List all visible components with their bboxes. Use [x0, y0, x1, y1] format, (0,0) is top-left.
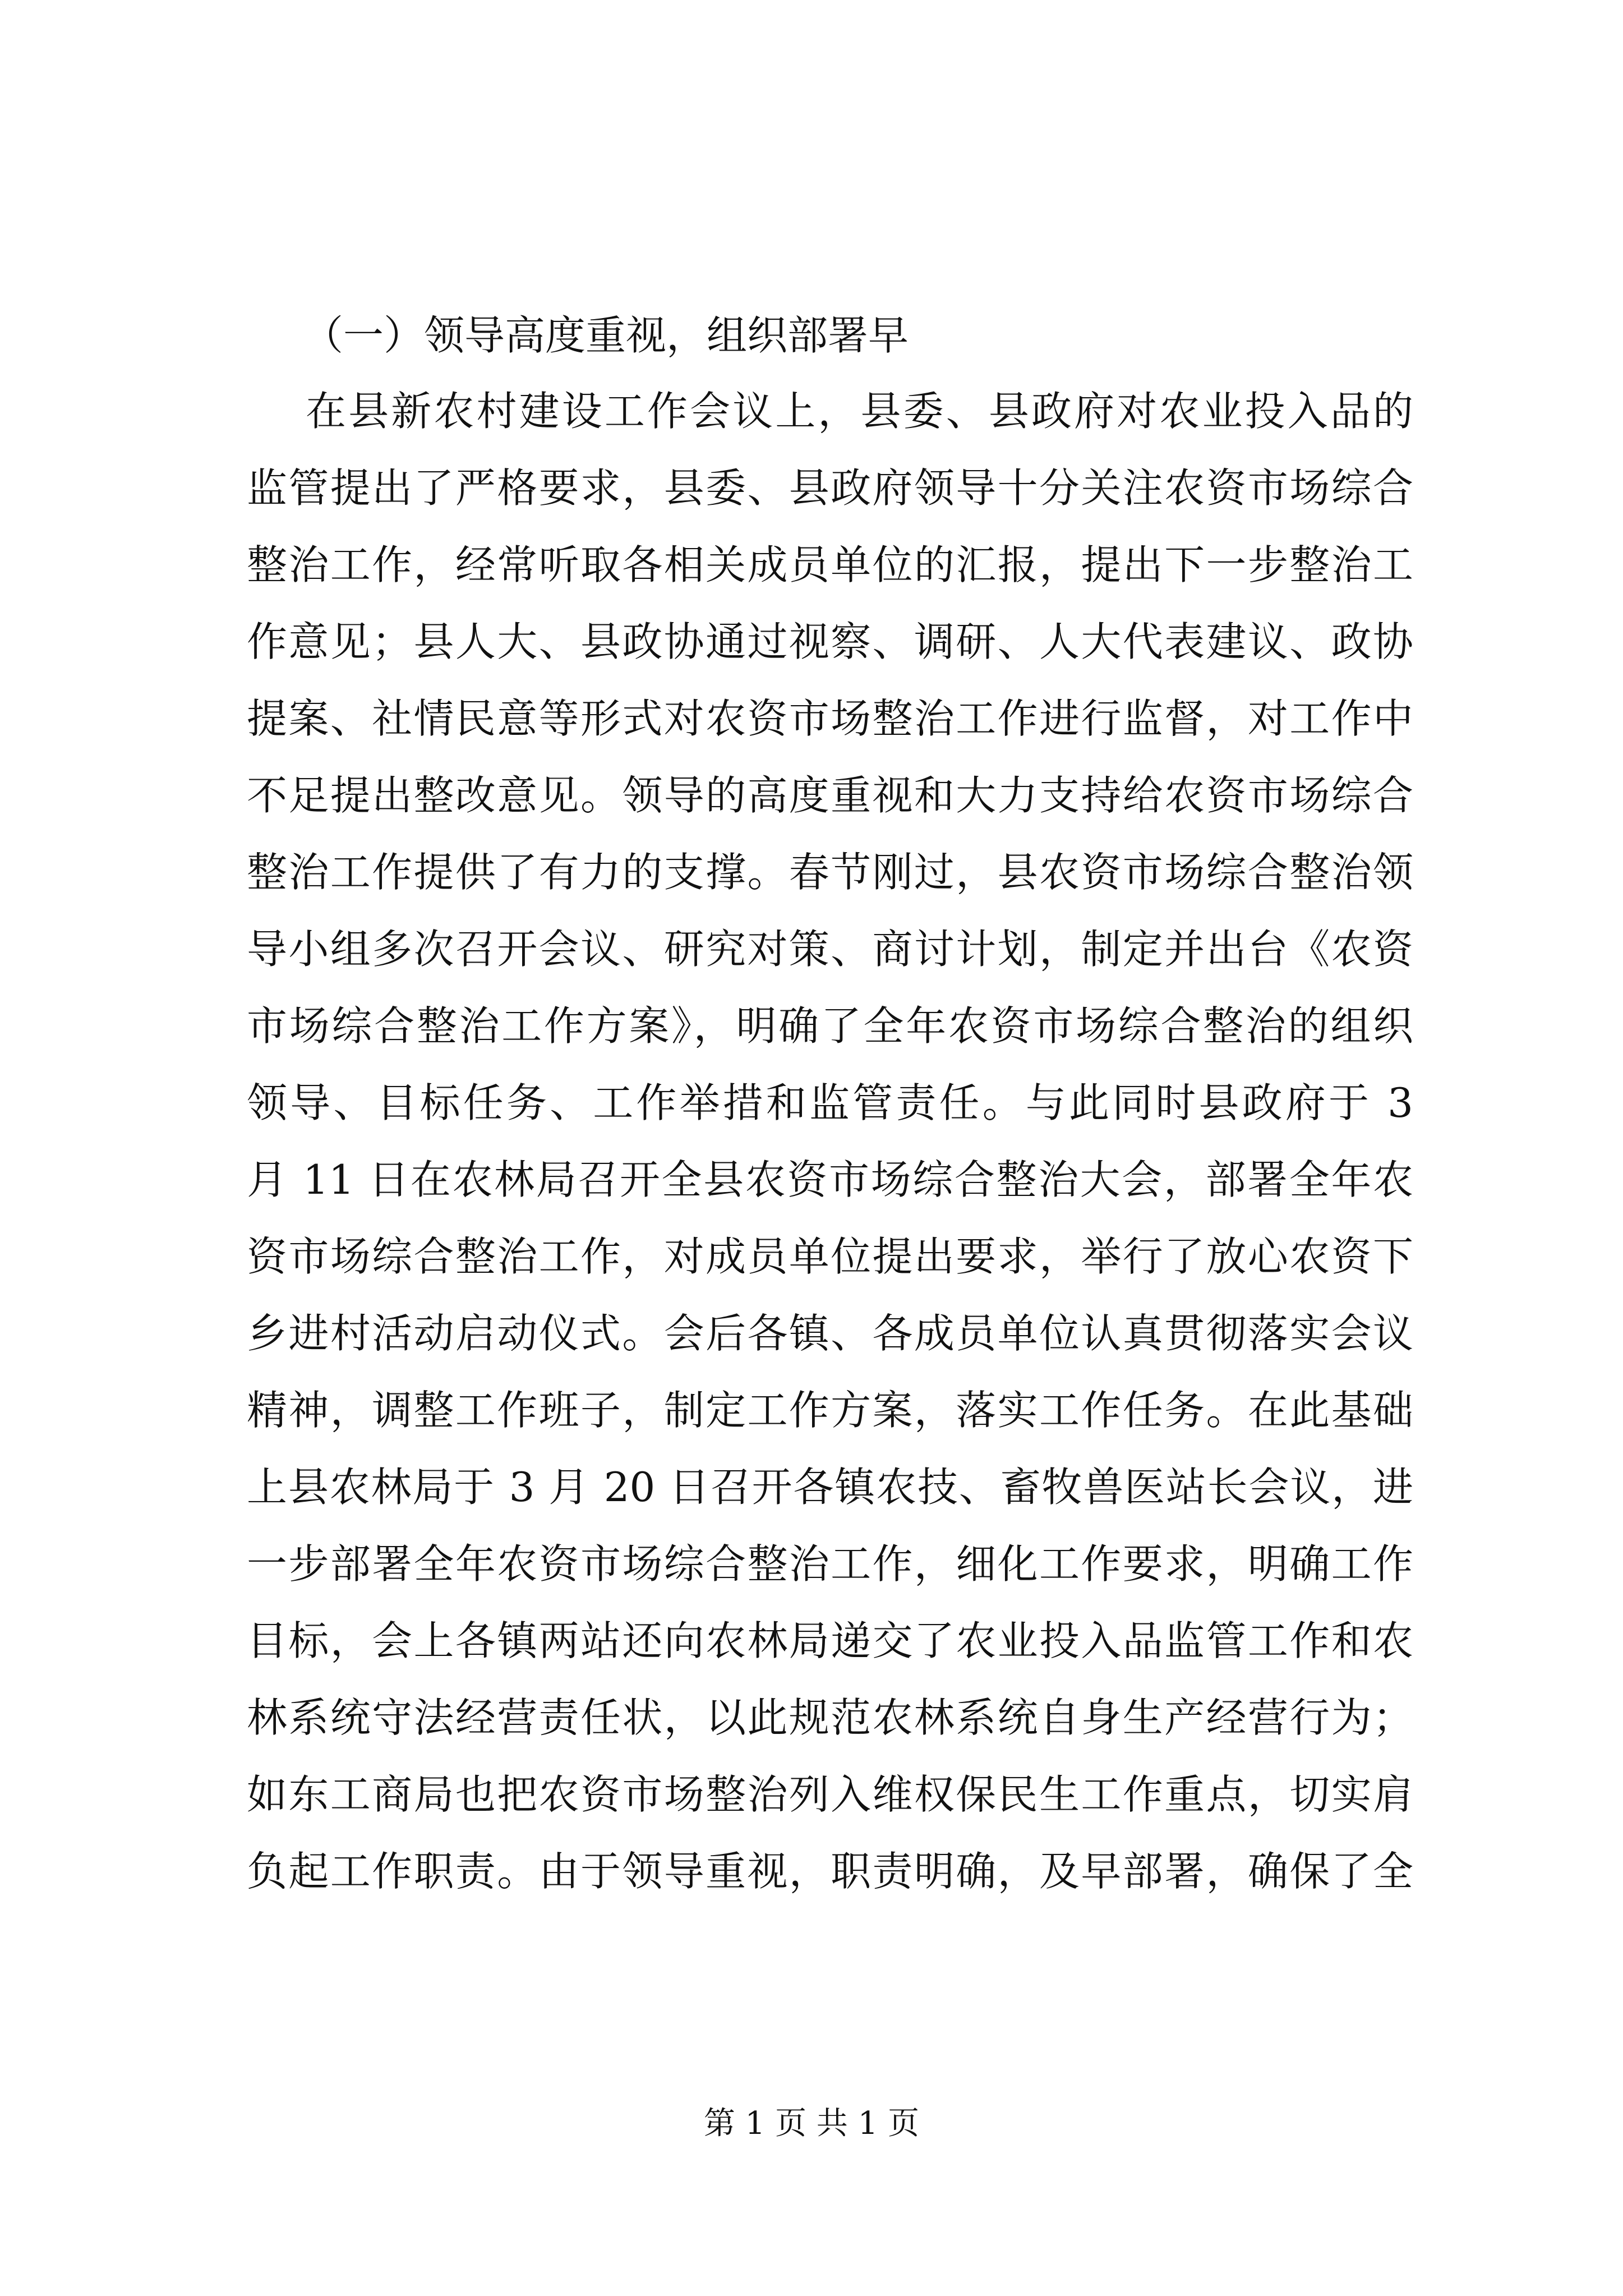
body-line: 作意见；县人大、县政协通过视察、调研、人大代表建议、政协: [247, 618, 1413, 665]
body-line: 目标，会上各镇两站还向农林局递交了农业投入品监管工作和农: [247, 1617, 1413, 1664]
body-line: 整治工作，经常听取各相关成员单位的汇报，提出下一步整治工: [247, 541, 1413, 588]
body-line: 整治工作提供了有力的支撑。春节刚过，县农资市场综合整治领: [247, 849, 1413, 896]
body-line: 林系统守法经营责任状，以此规范农林系统自身生产经营行为；: [247, 1694, 1413, 1741]
body-line: 负起工作职责。由于领导重视，职责明确，及早部署，确保了全: [247, 1848, 1413, 1895]
body-line: 资市场综合整治工作，对成员单位提出要求，举行了放心农资下: [247, 1233, 1413, 1280]
section-heading: （一）领导高度重视，组织部署早: [303, 312, 909, 359]
body-line: 月 11 日在农林局召开全县农资市场综合整治大会，部署全年农: [247, 1156, 1413, 1203]
body-line: 导小组多次召开会议、研究对策、商讨计划，制定并出台《农资: [247, 926, 1413, 973]
body-line: 领导、目标任务、工作举措和监管责任。与此同时县政府于 3: [247, 1079, 1413, 1126]
body-line: 在县新农村建设工作会议上，县委、县政府对农业投入品的: [306, 388, 1413, 435]
page-footer: 第 1 页 共 1 页: [703, 2105, 920, 2142]
body-line: 乡进村活动启动仪式。会后各镇、各成员单位认真贯彻落实会议: [247, 1310, 1413, 1357]
body-line: 监管提出了严格要求，县委、县政府领导十分关注农资市场综合: [247, 464, 1413, 512]
body-line: 如东工商局也把农资市场整治列入维权保民生工作重点，切实肩: [247, 1771, 1413, 1818]
body-line: 一步部署全年农资市场综合整治工作，细化工作要求，明确工作: [247, 1540, 1413, 1588]
body-line: 上县农林局于 3 月 20 日召开各镇农技、畜牧兽医站长会议，进: [247, 1464, 1413, 1511]
body-line: 不足提出整改意见。领导的高度重视和大力支持给农资市场综合: [247, 772, 1413, 819]
body-line: 提案、社情民意等形式对农资市场整治工作进行监督，对工作中: [247, 695, 1413, 742]
body-line: 市场综合整治工作方案》，明确了全年农资市场综合整治的组织: [247, 1002, 1413, 1050]
body-line: 精神，调整工作班子，制定工作方案，落实工作任务。在此基础: [247, 1387, 1413, 1434]
